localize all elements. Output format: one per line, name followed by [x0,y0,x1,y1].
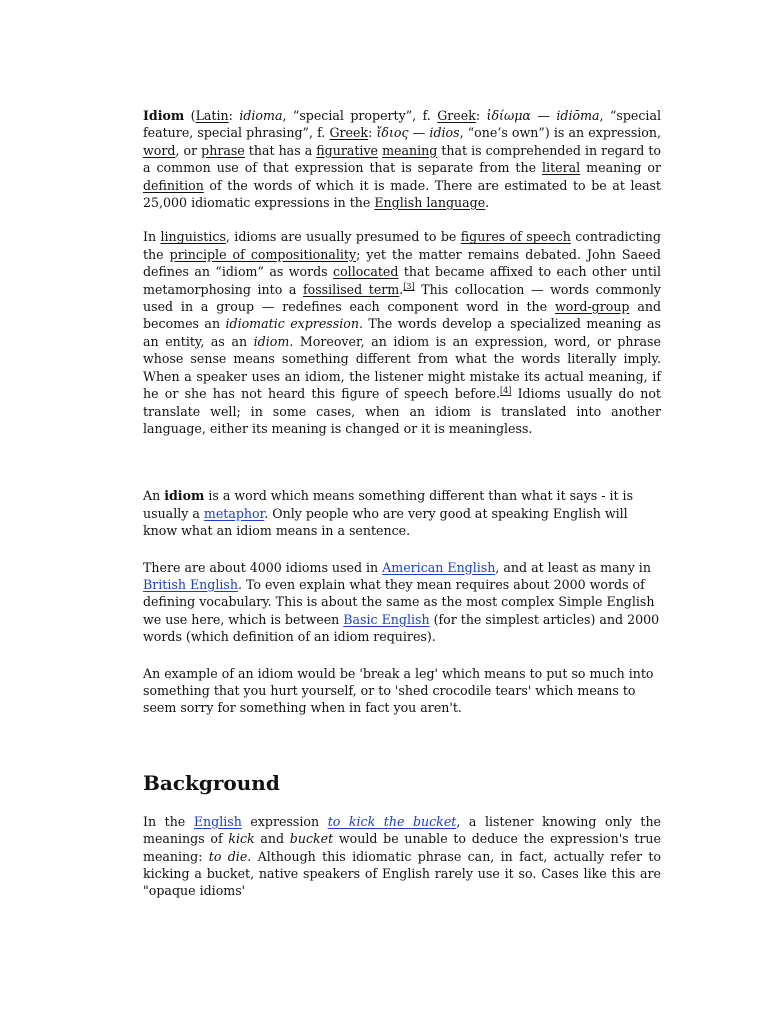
simple-definition-paragraph [143,487,661,539]
text-italic: to die [208,848,248,864]
text: , or [175,142,202,158]
link-british-english[interactable]: British English [143,576,238,592]
link-greek[interactable]: Greek [437,108,476,123]
link-figures-of-speech[interactable]: figures of speech [460,229,571,245]
text: , and at least as many in [495,559,651,575]
link-fossilised-term[interactable]: fossilised term [302,281,400,297]
text: contradicting the [143,229,661,262]
text: that became affixed to each other until metamorphosing into a [143,264,661,297]
text: and becomes an [143,299,662,332]
text: . [399,281,404,297]
link-american-english[interactable]: American English [382,559,496,575]
text: . Moreover, an idiom is an expression, word, or phrase whose sense means something different from what the words literally imply. When a speaker uses an idiom, the listener might mistake its actual meaning, if he or she has not heard this figure of speech before. [143,333,661,402]
text: and [254,831,290,847]
text: that has a [244,142,317,158]
text-italic: idiom [253,333,290,349]
text-italic: idiōma [556,108,600,123]
text-italic: kick [228,831,255,847]
link-word-group[interactable]: word-group [554,299,630,315]
text: , “one’s own”) is an expression, [459,125,662,141]
text: In [143,229,161,245]
link-meaning[interactable]: meaning [382,142,438,158]
link-english[interactable]: English [193,813,242,829]
link-basic-english[interactable]: Basic English [343,611,430,627]
link-english-language[interactable]: English language [374,195,486,211]
link-phrase[interactable]: phrase [201,142,245,158]
text: : [228,108,240,123]
text: , “special property”, f. [282,108,438,123]
text: : [368,125,377,141]
section-heading-background: Background [143,770,280,795]
link-metaphor[interactable]: metaphor [203,505,265,521]
text: that is comprehended in regard to a common use of that expression that is separate from the [143,142,661,176]
link-literal[interactable]: literal [542,160,581,176]
term-idiom-bold: idiom [164,488,205,504]
text: is a word which means something different than what it says - it is usually a [143,488,634,521]
link-definition[interactable]: definition [143,177,204,193]
text: This collocation — words commonly used in a group — redefines each component word in the [143,281,661,315]
text: An example of an idiom would be 'break a leg' which means to put so much into something that you hurt yourself, or to 'shed crocodile tears' which means to seem sorry for something when in fact you aren't. [143,665,654,716]
background-paragraph [143,813,661,900]
link-collocated[interactable]: collocated [333,264,399,280]
text: . [485,195,490,211]
text: In the [143,813,194,829]
citation-4[interactable]: [4] [500,385,512,395]
text-italic: ἰδίωμα [486,108,531,123]
text: meaning or [580,160,662,176]
text: . The words develop a specialized meaning as an entity, as an [143,316,661,349]
text-italic: idiomatic expression [225,316,359,332]
text: , a listener knowing only the meanings of [143,813,662,847]
link-figurative[interactable]: figurative [316,142,379,158]
text: would be unable to deduce the expression's true meaning: [143,831,661,864]
text: ; yet the matter remains debated. John Saeed defines an “idiom” as words [143,246,661,280]
text-italic: idios [429,125,460,141]
idiom-count-paragraph [143,559,661,646]
text: , idioms are usually presumed to be [225,229,461,245]
linguistics-paragraph [143,228,661,437]
text-italic: ἴδιος [376,125,409,141]
citation-3[interactable]: [3] [403,281,415,291]
text: — [530,108,557,123]
term-idiom: Idiom [143,108,185,123]
text: expression [241,813,328,829]
link-linguistics[interactable]: linguistics [160,229,226,245]
link-to-kick-the-bucket[interactable]: to kick the bucket [327,813,457,829]
text: There are about 4000 idioms used in [143,559,383,575]
text: ( [184,108,196,123]
text: . Although this idiomatic phrase can, in fact, actually refer to kicking a bucket, native speakers of English rarely use it so. Cases like this are "opaque idioms' [143,848,661,899]
text-italic: bucket [289,831,334,847]
text: , “special feature, special phrasing”, f. [143,108,661,141]
link-principle-of-compositionality[interactable]: principle of compositionality [169,246,357,262]
document-body [143,107,661,900]
text: (for the simplest articles) and 2000 words (which definition of an idiom requires). [143,611,660,645]
text-italic: idioma [239,108,283,123]
text: of the words of which it is made. There are estimated to be at least 25,000 idiomatic expressions in the [143,177,661,211]
text: — [408,125,430,141]
text: . Only people who are very good at speaking English will know what an idiom means in a sentence. [143,505,628,539]
text: Idioms usually do not translate well; in some cases, when an idiom is translated into another language, either its meaning is changed or it is meaningless. [143,386,661,436]
link-latin[interactable]: Latin [195,108,229,123]
text: . To even explain what they mean requires about 2000 words of defining vocabulary. This is about the same as the most complex Simple English we use here, which is between [143,576,655,627]
example-paragraph [143,665,661,717]
text: An [143,488,165,504]
text: : [475,108,487,123]
intro-paragraph [143,107,661,211]
link-word[interactable]: word [143,142,176,158]
link-greek[interactable]: Greek [329,125,369,141]
